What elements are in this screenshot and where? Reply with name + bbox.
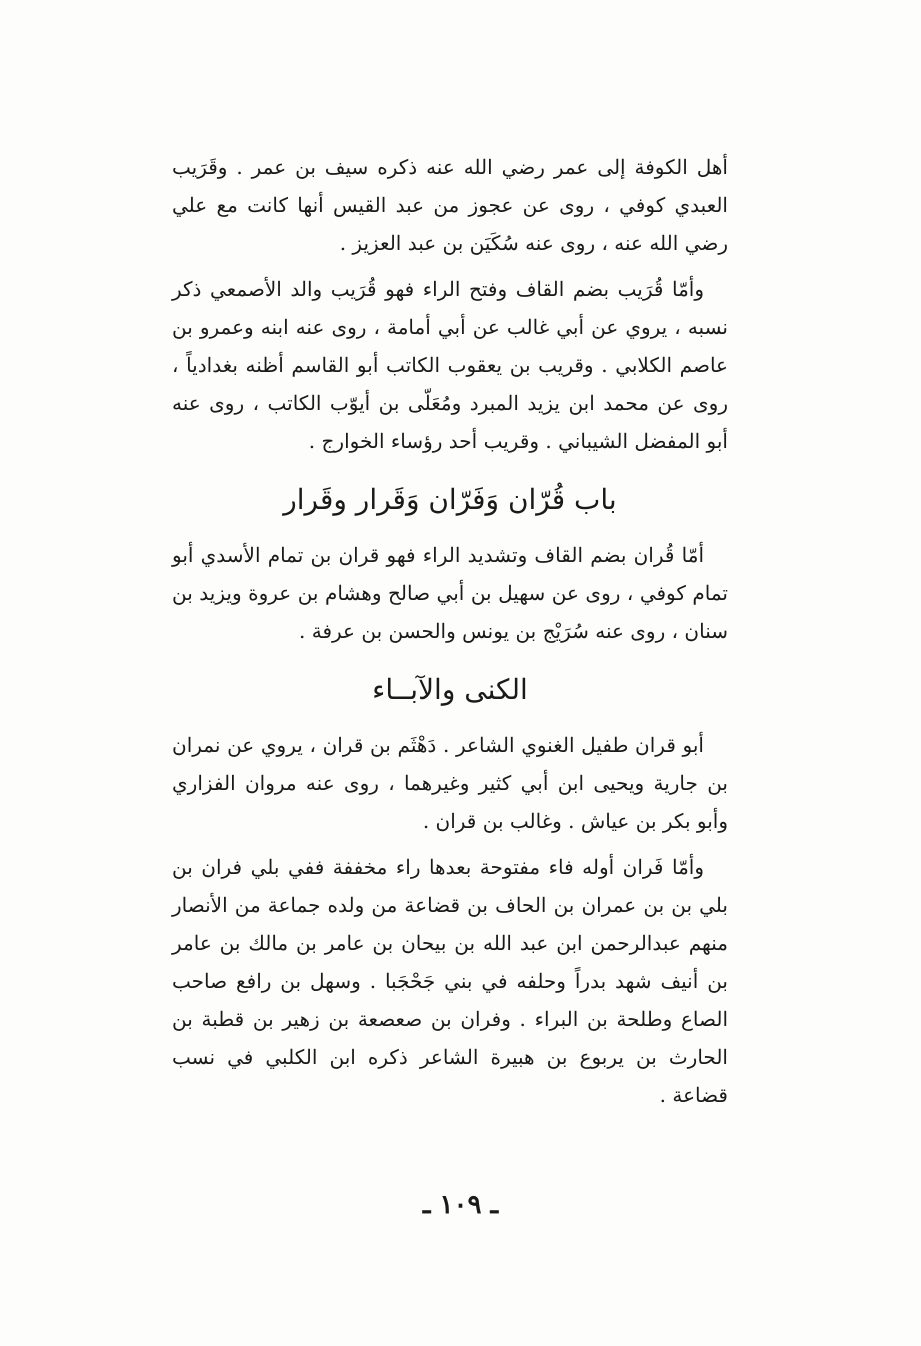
paragraph-gap: [172, 840, 728, 848]
paragraph-abu-qurran: أبو قران طفيل الغنوي الشاعر . دَهْثَم بن قران ، يروي عن نمران بن جارية ويحيى ابن أبي كثير وغيرهما ، روى عنه مروان الفزاري وأبو بكر بن عياش . وغالب بن قران .: [172, 733, 728, 833]
paragraph-qurayb: وأمّا قُرَيب بضم القاف وفتح الراء فهو قُرَيب والد الأصمعي ذكر نسبه ، يروي عن أبي غالب عن أبي أمامة ، روى عنه ابنه وعمرو بن عاصم الكلابي . وقريب بن يعقوب الكاتب أبو القاسم أظنه بغدادياً ، روى عن محمد ابن يزيد المبرد ومُعَلّى بن أيوّب الكاتب ، روى عنه أبو المفضل الشيباني . وقريب أحد رؤساء الخوارج .: [172, 277, 728, 453]
section-heading-kuna: الكنى والآبــاء: [372, 673, 528, 706]
paragraph-continuation: أهل الكوفة إلى عمر رضي الله عنه ذكره سيف بن عمر . وقَرَيب العبدي كوفي ، روى عن عجوز من عبد القيس أنها كانت مع علي رضي الله عنه ، روى عنه سُكَيَن بن عبد العزيز .: [172, 155, 728, 255]
paragraph-qurran: أمّا قُران بضم القاف وتشديد الراء فهو قران بن تمام الأسدي أبو تمام كوفي ، روى عن سهيل بن أبي صالح وهشام بن عروة ويزيد بن سنان ، روى عنه سُرَيْج بن يونس والحسن بن عرفة .: [172, 543, 728, 643]
chapter-heading: باب قُرّان وَفَرّان وَقَرار وقَرار: [283, 483, 617, 516]
page-number: ـ ١٠٩ ـ: [422, 1190, 499, 1220]
text-block: [172, 148, 728, 1114]
paragraph-farran: وأمّا فَران أوله فاء مفتوحة بعدها راء مخففة ففي بلي فران بن بلي بن بن عمران بن الحاف بن قضاعة من ولده جماعة من الأنصار منهم عبدالرحمن ابن عبد الله بن بيحان بن عامر بن مالك بن عامر بن أنيف شهد بدراً وحلفه في بني جَحْجَبا . وسهل بن رافع صاحب الصاع وطلحة بن البراء . وفران بن صعصعة بن زهير بن قطبة بن الحارث بن يربوع بن هبيرة الشاعر ذكره ابن الكلبي في نسب قضاعة .: [172, 855, 728, 1107]
paragraph-gap: [172, 262, 728, 270]
